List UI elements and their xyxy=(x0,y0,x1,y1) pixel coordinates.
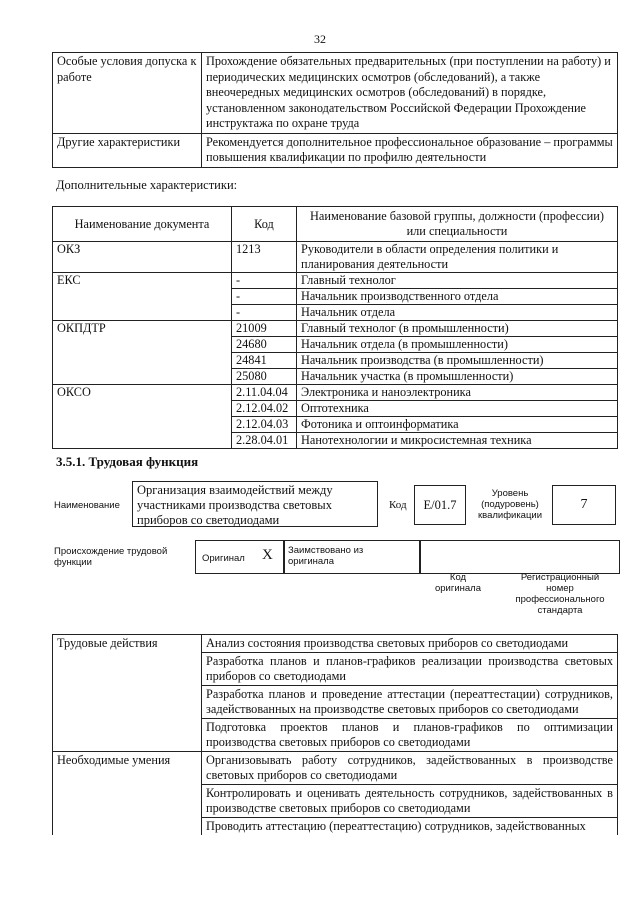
name-cell: Фотоника и оптоинформатика xyxy=(297,417,618,433)
name-label: Наименование xyxy=(54,500,120,511)
level-value: 7 xyxy=(552,485,616,525)
origin-empty-box xyxy=(419,540,620,574)
conditions-value: Прохождение обязательных предварительных (при поступлении на работу) и периодических медицинских осмотров (обследований), а также внеочередных медицинских осмотров (обследований) в порядке, установленном законодательством Российской Федерации Прохождение инструктажа по охране труда xyxy=(202,53,618,134)
actions-item: Разработка планов и планов-графиков реализации производства световых приборов со светодиодами xyxy=(202,653,618,686)
code-orig-label: Код оригинала xyxy=(434,572,481,594)
function-code: E/01.7 xyxy=(414,485,466,525)
page-number: 32 xyxy=(314,32,326,46)
name-cell: Руководители в области определения политики и планирования деятельности xyxy=(297,242,618,273)
classifier-table xyxy=(52,206,618,449)
original-box xyxy=(195,540,285,574)
table-row xyxy=(53,385,618,401)
doc-cell: ОКПДТР xyxy=(53,321,232,385)
code-cell: - xyxy=(232,289,297,305)
reg-num-label: Регистрационный номер профессионального стандарта xyxy=(515,572,605,616)
actions-table xyxy=(52,634,618,835)
actions-item: Анализ состояния производства световых приборов со светодиодами xyxy=(202,635,618,653)
actions-item: Контролировать и оценивать деятельность сотрудников, задействованных в производстве световых приборов со светодиодами xyxy=(202,785,618,818)
table-row xyxy=(53,242,618,273)
code-cell: 21009 xyxy=(232,321,297,337)
name-cell: Главный технолог xyxy=(297,273,618,289)
actions-item: Разработка планов и проведение аттестации (переаттестации) сотрудников, задействованных на производстве световых приборов со светодиодами xyxy=(202,686,618,719)
doc-cell: ОКСО xyxy=(53,385,232,449)
origin-label: Происхождение трудовой функции xyxy=(54,546,168,568)
code-cell: 25080 xyxy=(232,369,297,385)
code-cell: 1213 xyxy=(232,242,297,273)
code-cell: 2.12.04.02 xyxy=(232,401,297,417)
name-cell: Оптотехника xyxy=(297,401,618,417)
actions-item: Организовывать работу сотрудников, задействованных в производстве световых приборов со светодиодами xyxy=(202,752,618,785)
level-label: Уровень (подуровень) квалификации xyxy=(477,488,543,521)
function-name: Организация взаимодействий между участниками производства световых приборов со светодиодами xyxy=(132,481,378,527)
header-code: Код xyxy=(232,207,297,242)
name-cell: Нанотехнологии и микросистемная техника xyxy=(297,433,618,449)
additional-title: Дополнительные характеристики: xyxy=(56,178,238,192)
original-mark: X xyxy=(262,547,273,563)
name-cell: Начальник отдела xyxy=(297,305,618,321)
borrowed-label: Заимствовано из оригинала xyxy=(288,545,364,567)
name-cell: Электроника и наноэлектроника xyxy=(297,385,618,401)
doc-cell: ЕКС xyxy=(53,273,232,321)
table-row xyxy=(53,133,618,167)
code-cell: 2.28.04.01 xyxy=(232,433,297,449)
other-value: Рекомендуется дополнительное профессиональное образование – программы повышения квалификации по профилю деятельности xyxy=(202,133,618,167)
conditions-table xyxy=(52,52,618,168)
conditions-label: Особые условия допуска к работе xyxy=(53,53,202,134)
table-row xyxy=(53,752,618,785)
table-row xyxy=(53,635,618,653)
borrowed-box xyxy=(283,540,421,574)
original-label: Оригинал xyxy=(202,553,245,564)
actions-item: Подготовка проектов планов и планов-графиков по оптимизации производства световых приборов со светодиодами xyxy=(202,719,618,752)
name-cell: Начальник участка (в промышленности) xyxy=(297,369,618,385)
code-cell: 2.11.04.04 xyxy=(232,385,297,401)
code-cell: 24680 xyxy=(232,337,297,353)
actions-label: Необходимые умения xyxy=(53,752,202,836)
code-cell: - xyxy=(232,273,297,289)
function-title: 3.5.1. Трудовая функция xyxy=(56,454,199,469)
other-label: Другие характеристики xyxy=(53,133,202,167)
table-row xyxy=(53,321,618,337)
actions-item: Проводить аттестацию (переаттестацию) сотрудников, задействованных xyxy=(202,818,618,836)
table-row xyxy=(53,53,618,134)
actions-label: Трудовые действия xyxy=(53,635,202,752)
name-cell: Начальник производственного отдела xyxy=(297,289,618,305)
name-cell: Начальник производства (в промышленности) xyxy=(297,353,618,369)
table-row xyxy=(53,273,618,289)
code-label: Код xyxy=(389,499,407,511)
doc-cell: ОКЗ xyxy=(53,242,232,273)
name-cell: Начальник отдела (в промышленности) xyxy=(297,337,618,353)
code-cell: - xyxy=(232,305,297,321)
code-cell: 24841 xyxy=(232,353,297,369)
header-doc: Наименование документа xyxy=(53,207,232,242)
header-name: Наименование базовой группы, должности (профессии) или специальности xyxy=(297,207,618,242)
name-cell: Главный технолог (в промышленности) xyxy=(297,321,618,337)
code-cell: 2.12.04.03 xyxy=(232,417,297,433)
